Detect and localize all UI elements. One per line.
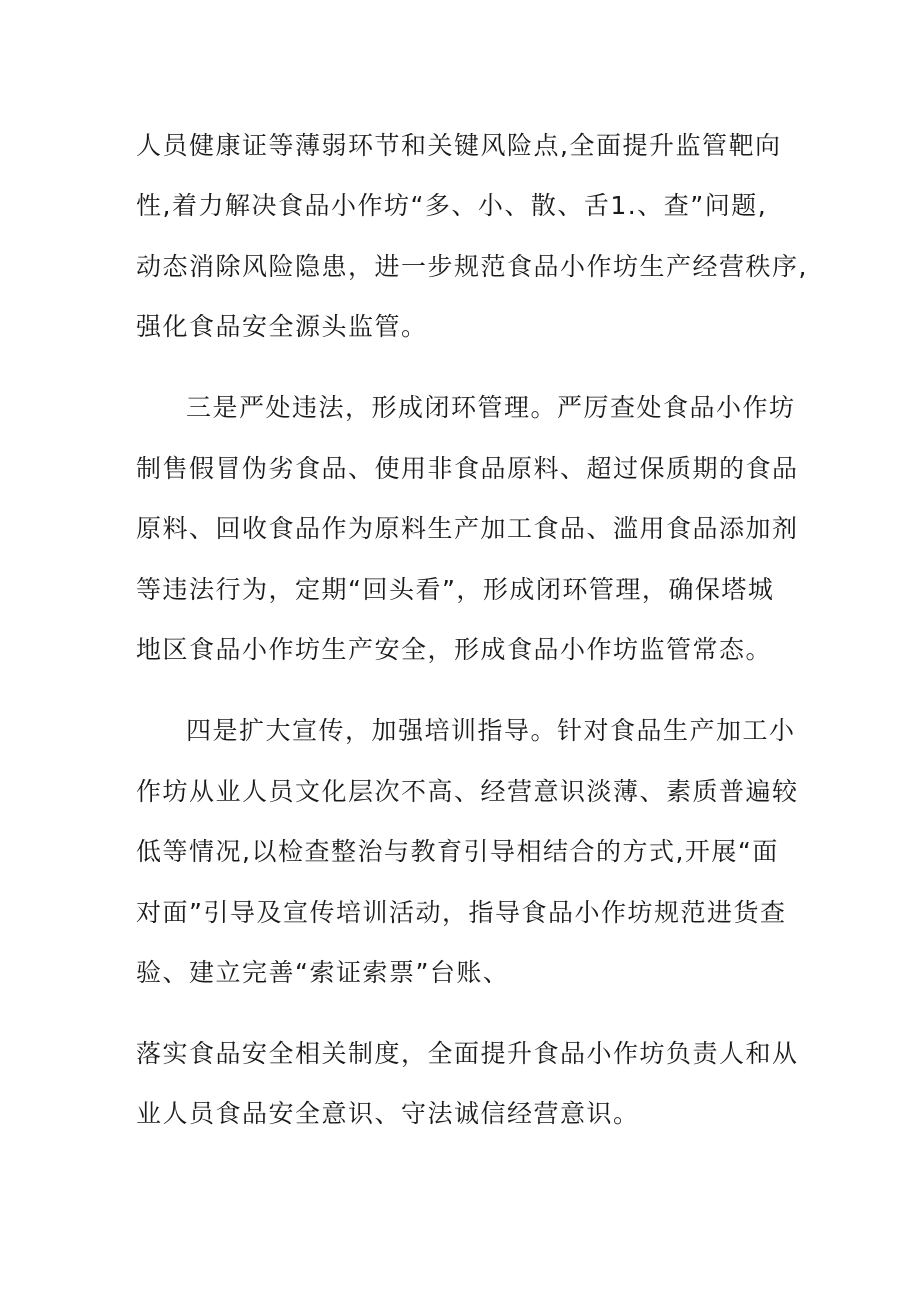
text-line: 地区食品小作坊生产安全，形成食品小作坊监管常态。 bbox=[136, 635, 773, 664]
text-line: 人员健康证等薄弱环节和关键风险点,全面提升监管靶向 bbox=[136, 131, 782, 160]
text-line: 三是严处违法，形成闭环管理。严厉查处食品小作坊 bbox=[186, 393, 796, 422]
text-line: 制售假冒伪劣食品、使用非食品原料、超过保质期的食品 bbox=[136, 454, 799, 483]
text-line: 四是扩大宣传，加强培训指导。针对食品生产加工小 bbox=[186, 716, 796, 745]
text-line: 低等情况,以检查整治与教育引导相结合的方式,开展“面 bbox=[136, 837, 779, 866]
text-line: 作坊从业人员文化层次不高、经营意识淡薄、素质普遍较 bbox=[136, 777, 799, 806]
text-line: 验、建立完善“索证索票”台账、 bbox=[136, 958, 510, 987]
text-line: 业人员食品安全意识、守法诚信经营意识。 bbox=[136, 1099, 640, 1128]
text-line: 动态消除风险隐患，进一步规范食品小作坊生产经营秩序, bbox=[136, 252, 808, 281]
text-line: 强化食品安全源头监管。 bbox=[136, 312, 428, 341]
text-line: 原料、回收食品作为原料生产加工食品、滥用食品添加剂 bbox=[136, 514, 799, 543]
text-line: 落实食品安全相关制度，全面提升食品小作坊负责人和从 bbox=[136, 1039, 799, 1068]
text-line: 对面”引导及宣传培训活动，指导食品小作坊规范进货查 bbox=[136, 898, 787, 927]
text-line: 等违法行为，定期“回头看”，形成闭环管理，确保塔城 bbox=[136, 575, 775, 604]
text-line: 性,着力解决食品小作坊“多、小、散、舌1.、查”问题, bbox=[136, 191, 768, 220]
